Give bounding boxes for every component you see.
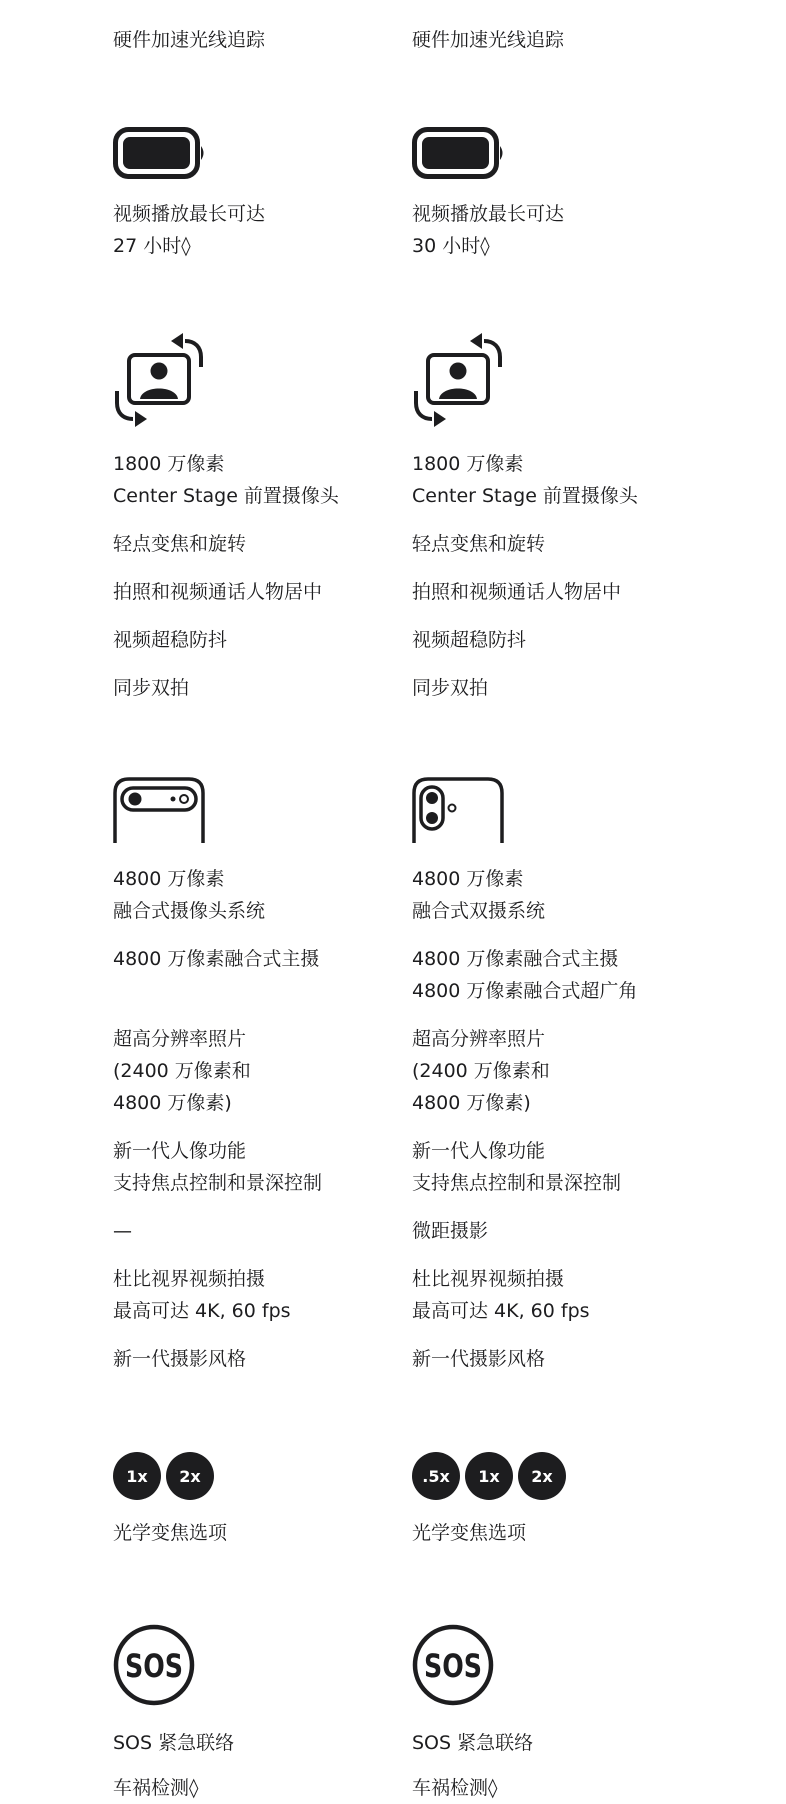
front-feature-1: 轻点变焦和旋转 bbox=[412, 533, 546, 555]
rear-camera-line-2: 融合式摄像头系统 bbox=[113, 900, 266, 922]
portrait-line-2: 支持焦点控制和景深控制 bbox=[412, 1172, 622, 1194]
photo-styles-text: 新一代摄影风格 bbox=[412, 1348, 546, 1370]
battery-line-2: 30 小时◊ bbox=[412, 235, 490, 257]
battery-icon bbox=[412, 127, 506, 179]
single-camera-bar-icon bbox=[113, 777, 207, 843]
video-line-1: 杜比视界视频拍摄 bbox=[412, 1268, 565, 1290]
zoom-option-badge: 1x bbox=[465, 1452, 513, 1500]
front-feature-4: 同步双拍 bbox=[412, 677, 489, 699]
photo-resolution-line-3: 4800 万像素) bbox=[412, 1092, 531, 1114]
battery-line-1: 视频播放最长可达 bbox=[412, 203, 565, 225]
photo-resolution-line-1: 超高分辨率照片 bbox=[412, 1028, 546, 1050]
front-feature-2: 拍照和视频通话人物居中 bbox=[412, 581, 622, 603]
battery-line-1: 视频播放最长可达 bbox=[113, 203, 266, 225]
sos-text: SOS 紧急联络 bbox=[412, 1732, 534, 1754]
front-camera-line-2: Center Stage 前置摄像头 bbox=[412, 485, 638, 507]
zoom-label: 光学变焦选项 bbox=[412, 1522, 527, 1544]
zoom-options bbox=[113, 1452, 214, 1500]
portrait-line-1: 新一代人像功能 bbox=[412, 1140, 546, 1162]
video-line-1: 杜比视界视频拍摄 bbox=[113, 1268, 266, 1290]
sos-icon-text: SOS bbox=[424, 1647, 482, 1685]
portrait-line-2: 支持焦点控制和景深控制 bbox=[113, 1172, 323, 1194]
main-sensor-line-1: 4800 万像素融合式主摄 bbox=[113, 948, 320, 970]
crash-detection-text: 车祸检测◊ bbox=[412, 1777, 498, 1799]
macro-text: 微距摄影 bbox=[412, 1220, 489, 1242]
main-sensor-line-2: 4800 万像素融合式超广角 bbox=[412, 980, 638, 1002]
macro-text: — bbox=[113, 1220, 132, 1242]
center-stage-icon bbox=[113, 333, 209, 427]
sos-icon bbox=[412, 1624, 494, 1706]
rear-camera-line-2: 融合式双摄系统 bbox=[412, 900, 546, 922]
zoom-option-badge: .5x bbox=[412, 1452, 460, 1500]
dual-camera-icon bbox=[412, 777, 506, 843]
front-feature-2: 拍照和视频通话人物居中 bbox=[113, 581, 323, 603]
sos-icon bbox=[113, 1624, 195, 1706]
rear-camera-line-1: 4800 万像素 bbox=[412, 868, 524, 890]
ray-tracing-text: 硬件加速光线追踪 bbox=[113, 29, 266, 51]
zoom-label: 光学变焦选项 bbox=[113, 1522, 228, 1544]
video-line-2: 最高可达 4K, 60 fps bbox=[113, 1300, 291, 1322]
portrait-line-1: 新一代人像功能 bbox=[113, 1140, 247, 1162]
zoom-option-badge: 1x bbox=[113, 1452, 161, 1500]
zoom-option-badge: 2x bbox=[518, 1452, 566, 1500]
rear-camera-line-1: 4800 万像素 bbox=[113, 868, 225, 890]
center-stage-icon bbox=[412, 333, 508, 427]
photo-resolution-line-3: 4800 万像素) bbox=[113, 1092, 232, 1114]
ray-tracing-text: 硬件加速光线追踪 bbox=[412, 29, 565, 51]
photo-resolution-line-2: (2400 万像素和 bbox=[412, 1060, 550, 1082]
main-sensor-line-1: 4800 万像素融合式主摄 bbox=[412, 948, 619, 970]
front-camera-line-2: Center Stage 前置摄像头 bbox=[113, 485, 339, 507]
photo-styles-text: 新一代摄影风格 bbox=[113, 1348, 247, 1370]
front-camera-line-1: 1800 万像素 bbox=[412, 453, 524, 475]
zoom-option-badge: 2x bbox=[166, 1452, 214, 1500]
photo-resolution-line-1: 超高分辨率照片 bbox=[113, 1028, 247, 1050]
battery-line-2: 27 小时◊ bbox=[113, 235, 191, 257]
front-camera-line-1: 1800 万像素 bbox=[113, 453, 225, 475]
crash-detection-text: 车祸检测◊ bbox=[113, 1777, 199, 1799]
sos-text: SOS 紧急联络 bbox=[113, 1732, 235, 1754]
front-feature-4: 同步双拍 bbox=[113, 677, 190, 699]
photo-resolution-line-2: (2400 万像素和 bbox=[113, 1060, 251, 1082]
battery-icon bbox=[113, 127, 207, 179]
zoom-options bbox=[412, 1452, 566, 1500]
sos-icon-text: SOS bbox=[125, 1647, 183, 1685]
front-feature-3: 视频超稳防抖 bbox=[113, 629, 228, 651]
video-line-2: 最高可达 4K, 60 fps bbox=[412, 1300, 590, 1322]
front-feature-1: 轻点变焦和旋转 bbox=[113, 533, 247, 555]
front-feature-3: 视频超稳防抖 bbox=[412, 629, 527, 651]
